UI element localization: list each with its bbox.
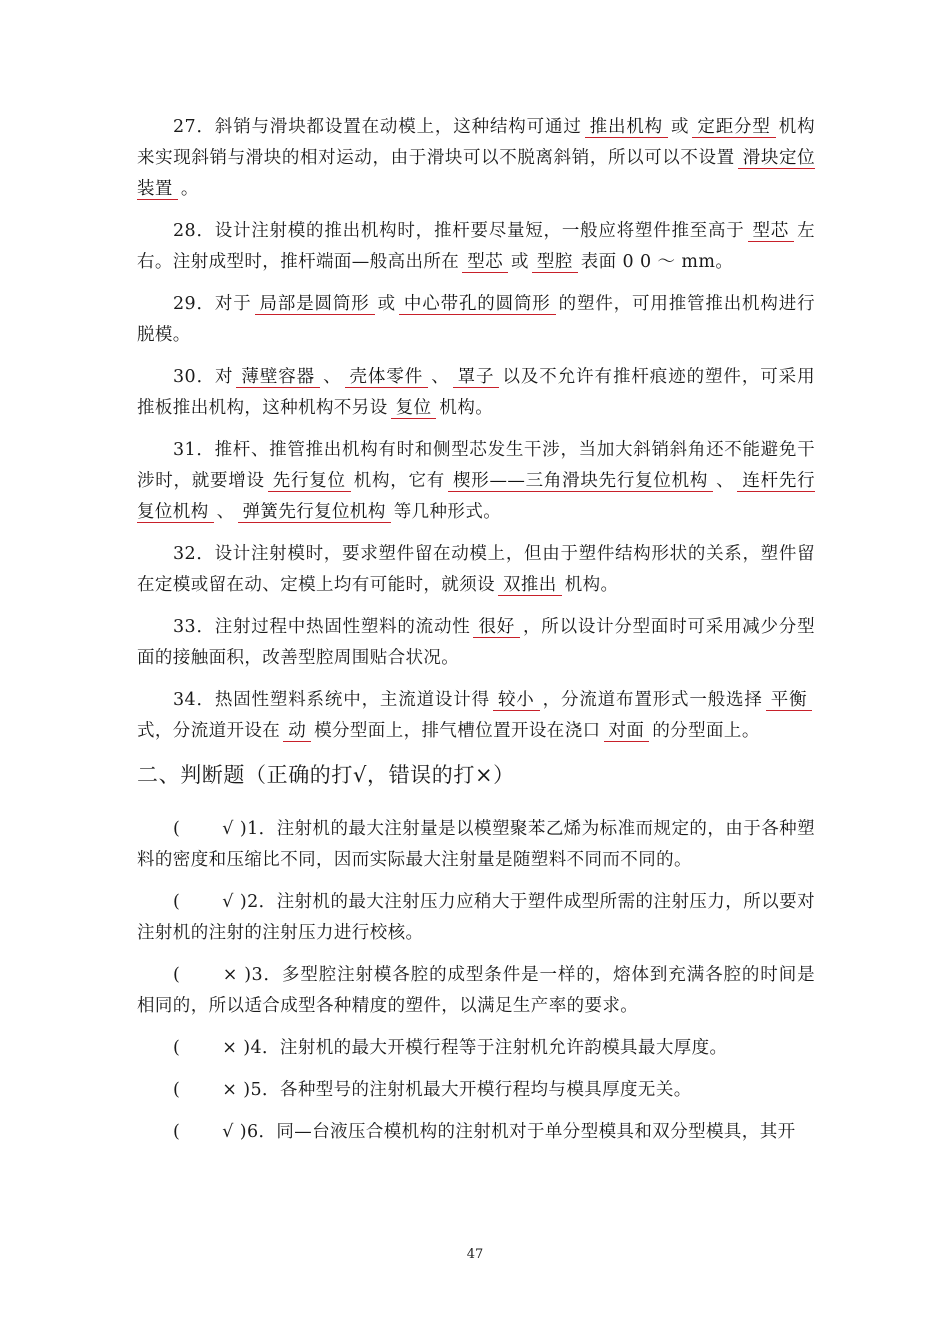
fill-blank-question xyxy=(137,216,815,278)
judgment-mark: × xyxy=(222,965,238,985)
question-text: 。 xyxy=(180,179,199,199)
answer-blank: 薄壁容器 xyxy=(236,367,320,388)
answer-blank: 很好 xyxy=(473,617,520,638)
question-text: 、 xyxy=(216,502,235,522)
fill-blank-question xyxy=(137,612,815,674)
paren-close: ) xyxy=(237,1038,251,1058)
question-text: 的分型面上。 xyxy=(652,721,760,741)
question-text: 左右。注射成型时，推杆端面—般高出所在 xyxy=(137,221,815,272)
paren-close: ) xyxy=(237,965,252,985)
fill-blank-questions xyxy=(137,112,815,747)
fill-blank-question xyxy=(137,362,815,424)
question-text: 32．设计注射模时，要求塑件留在动模上，但由于塑件结构形状的关系，塑件留在定模或留在动、定模上均有可能时，就须设 xyxy=(137,544,815,595)
question-text: 或 xyxy=(377,294,396,314)
answer-blank: 较小 xyxy=(493,690,540,711)
judgment-question xyxy=(137,960,815,1022)
question-text: ，所以设计分型面时可采用减少分型面的接触面积，改善型腔周围贴合状况。 xyxy=(137,617,815,668)
judgment-mark: √ xyxy=(222,819,234,839)
judgment-mark: √ xyxy=(222,892,234,912)
question-text: 等几种形式。 xyxy=(393,502,502,522)
question-text: 30．对 xyxy=(173,367,234,387)
answer-blank: 对面 xyxy=(604,721,650,742)
answer-blank: 弹簧先行复位机构 xyxy=(238,502,391,523)
judgment-question xyxy=(137,1075,815,1106)
question-text: 模分型面上，排气槽位置开设在浇口 xyxy=(314,721,601,741)
question-text: 、 xyxy=(716,471,735,491)
section-heading: 二、判断题（正确的打√，错误的打×） xyxy=(137,763,515,787)
paren-open: ( xyxy=(173,819,187,839)
answer-blank: 先行复位 xyxy=(268,471,351,492)
question-text: 31．推杆、推管推出机构有时和侧型芯发生干涉，当加大斜销斜角还不能避免干涉时，就要增设 xyxy=(137,440,815,491)
answer-blank: 连杆先行复位机构 xyxy=(137,471,816,522)
answer-blank: 型芯 xyxy=(748,221,795,242)
answer-blank: 动 xyxy=(283,721,311,742)
judgment-text: 6．同—台液压合模机构的注射机对于单分型模具和双分型模具，其开 xyxy=(246,1122,796,1142)
question-text: 34．热固性塑料系统中，主流道设计得 xyxy=(173,690,490,710)
fill-blank-question xyxy=(137,112,815,205)
judgment-text: 3．多型腔注射模各腔的成型条件是一样的，熔体到充满各腔的时间是相同的，所以适合成型各种精度的塑件，以满足生产率的要求。 xyxy=(137,965,815,1016)
judgment-mark: √ xyxy=(222,1122,234,1142)
judgment-text: 2．注射机的最大注射压力应稍大于塑件成型所需的注射压力，所以要对注射机的注射的注射压力进行校核。 xyxy=(137,892,815,943)
paren-open: ( xyxy=(173,965,187,985)
answer-blank: 中心带孔的圆筒形 xyxy=(399,294,556,315)
answer-blank: 罩子 xyxy=(453,367,500,388)
question-text: 或 xyxy=(671,117,690,137)
fill-blank-question xyxy=(137,685,815,747)
paren-open: ( xyxy=(173,1038,187,1058)
question-text: ，分流道布置形式一般选择 xyxy=(542,690,763,710)
question-text: 式，分流道开设在 xyxy=(137,721,281,741)
judgment-question xyxy=(137,1117,815,1148)
question-text: 机构，它有 xyxy=(353,471,445,491)
question-text: 机构来实现斜销与滑块的相对运动，由于滑块可以不脱离斜销，所以可以不设置 xyxy=(137,117,815,168)
question-text: 表面 0 0 ～ mm。 xyxy=(580,252,734,272)
answer-blank: 楔形——三角滑块先行复位机构 xyxy=(448,471,713,492)
paren-close: ) xyxy=(237,1080,251,1100)
answer-blank: 定距分型 xyxy=(692,117,775,138)
answer-blank: 滑块定位装置 xyxy=(137,148,815,199)
fill-blank-question xyxy=(137,435,815,528)
fill-blank-question xyxy=(137,289,815,351)
question-text: 机构。 xyxy=(564,575,619,595)
judgment-mark: × xyxy=(222,1038,238,1058)
judgment-text: 5．各种型号的注射机最大开模行程均与模具厚度无关。 xyxy=(250,1080,692,1100)
judgment-question xyxy=(137,814,815,876)
answer-blank: 双推出 xyxy=(498,575,562,596)
answer-blank: 型腔 xyxy=(532,252,578,273)
fill-blank-question xyxy=(137,539,815,601)
judgment-question xyxy=(137,887,815,949)
question-text: 、 xyxy=(431,367,450,387)
paren-close: ) xyxy=(233,892,248,912)
judgment-question xyxy=(137,1033,815,1064)
answer-blank: 局部是圆筒形 xyxy=(255,294,375,315)
page-number: 47 xyxy=(466,1247,484,1262)
question-text: 、 xyxy=(323,367,342,387)
answer-blank: 壳体零件 xyxy=(345,367,429,388)
answer-blank: 型芯 xyxy=(462,252,508,273)
judgment-mark: × xyxy=(222,1080,238,1100)
paren-close: ) xyxy=(233,819,248,839)
question-text: 以及不允许有推杆痕迹的塑件，可采用推板推出机构，这种机构不另设 xyxy=(137,367,815,418)
paren-open: ( xyxy=(173,1122,187,1142)
paren-open: ( xyxy=(173,1080,187,1100)
answer-blank: 平衡 xyxy=(766,690,812,711)
question-text: 的塑件，可用推管推出机构进行脱模。 xyxy=(137,294,815,345)
paren-close: ) xyxy=(233,1122,247,1142)
answer-blank: 推出机构 xyxy=(585,117,668,138)
question-text: 28．设计注射模的推出机构时，推杆要尽量短，一般应将塑件推至高于 xyxy=(173,221,745,241)
answer-blank: 复位 xyxy=(391,398,437,419)
question-text: 33．注射过程中热固性塑料的流动性 xyxy=(173,617,471,637)
judgment-text: 4．注射机的最大开模行程等于注射机允许韵模具最大厚度。 xyxy=(250,1038,728,1058)
question-text: 27．斜销与滑块都设置在动模上，这种结构可通过 xyxy=(173,117,582,137)
judgment-text: 1．注射机的最大注射量是以模塑聚苯乙烯为标准而规定的，由于各种塑料的密度和压缩比不同，因而实际最大注射量是随塑料不同而不同的。 xyxy=(137,819,815,870)
question-text: 机构。 xyxy=(439,398,494,418)
question-text: 29．对于 xyxy=(173,294,252,314)
paren-open: ( xyxy=(173,892,187,912)
page-content xyxy=(137,112,815,1159)
question-text: 或 xyxy=(511,252,529,272)
judgment-questions xyxy=(137,814,815,1148)
